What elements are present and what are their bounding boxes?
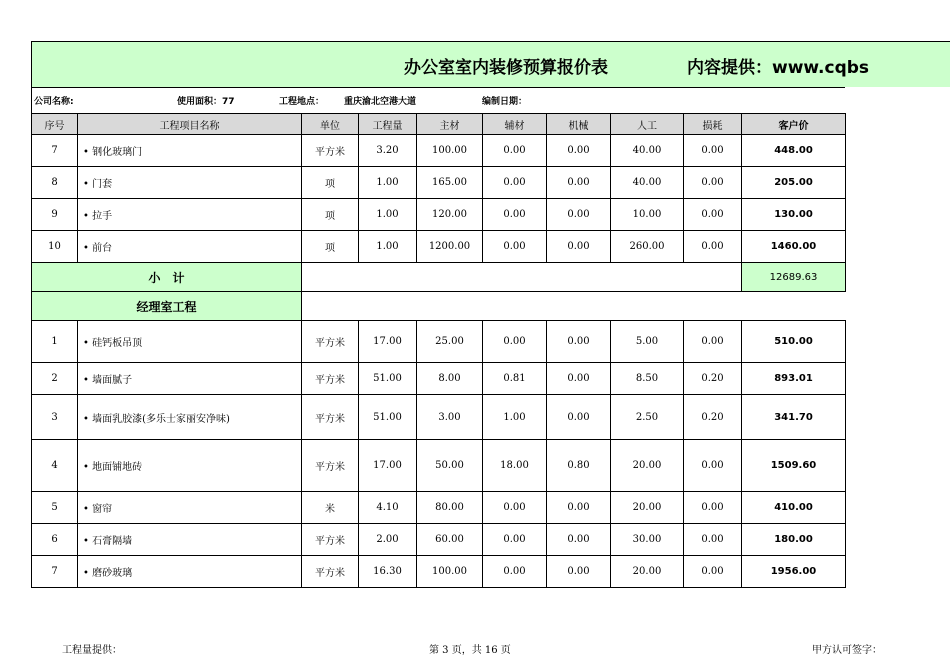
cell-name: • 磨砂玻璃 bbox=[78, 556, 302, 588]
col-header-aux: 辅材 bbox=[483, 114, 547, 135]
footer-right: 甲方认可签字： bbox=[812, 645, 882, 656]
page-title: 办公室室内装修预算报价表 bbox=[404, 58, 608, 78]
title-band bbox=[31, 41, 950, 87]
cell-aux: 0.00 bbox=[483, 231, 547, 263]
col-header-price: 客户价 bbox=[742, 114, 846, 135]
cell-price: 205.00 bbox=[742, 167, 846, 199]
cell-no: 1 bbox=[32, 321, 78, 363]
cell-aux: 0.00 bbox=[483, 492, 547, 524]
col-header-main: 主材 bbox=[417, 114, 483, 135]
cell-aux: 0.00 bbox=[483, 524, 547, 556]
cell-aux: 0.00 bbox=[483, 199, 547, 231]
cell-labor: 8.50 bbox=[611, 363, 684, 395]
cell-aux: 0.00 bbox=[483, 167, 547, 199]
cell-qty: 4.10 bbox=[359, 492, 417, 524]
cell-loss: 0.00 bbox=[684, 321, 742, 363]
cell-unit: 平方米 bbox=[302, 556, 359, 588]
cell-main: 120.00 bbox=[417, 199, 483, 231]
cell-unit: 平方米 bbox=[302, 524, 359, 556]
cell-unit: 项 bbox=[302, 231, 359, 263]
cell-qty: 16.30 bbox=[359, 556, 417, 588]
cell-main: 100.00 bbox=[417, 556, 483, 588]
subtotal-blank bbox=[302, 263, 742, 292]
company-label: 公司名称: bbox=[34, 97, 74, 107]
cell-main: 3.00 bbox=[417, 395, 483, 440]
table-header bbox=[32, 114, 846, 135]
cell-unit: 项 bbox=[302, 167, 359, 199]
cell-price: 410.00 bbox=[742, 492, 846, 524]
col-header-no: 序号 bbox=[32, 114, 78, 135]
cell-qty: 17.00 bbox=[359, 440, 417, 492]
cell-aux: 18.00 bbox=[483, 440, 547, 492]
cell-qty: 51.00 bbox=[359, 395, 417, 440]
cell-loss: 0.00 bbox=[684, 524, 742, 556]
cell-price: 510.00 bbox=[742, 321, 846, 363]
cell-name: • 门套 bbox=[78, 167, 302, 199]
cell-main: 165.00 bbox=[417, 167, 483, 199]
footer-left: 工程量提供： bbox=[62, 645, 122, 656]
table-row bbox=[32, 395, 846, 440]
cell-aux: 0.00 bbox=[483, 556, 547, 588]
table-row bbox=[32, 199, 846, 231]
table-row bbox=[32, 167, 846, 199]
section-title: 经理室工程 bbox=[32, 292, 302, 321]
cell-main: 8.00 bbox=[417, 363, 483, 395]
cell-mach: 0.00 bbox=[547, 492, 611, 524]
cell-main: 100.00 bbox=[417, 135, 483, 167]
cell-qty: 17.00 bbox=[359, 321, 417, 363]
cell-labor: 2.50 bbox=[611, 395, 684, 440]
cell-unit: 平方米 bbox=[302, 321, 359, 363]
cell-name: • 窗帘 bbox=[78, 492, 302, 524]
date-label: 编制日期： bbox=[482, 97, 528, 107]
cell-qty: 1.00 bbox=[359, 231, 417, 263]
table-row bbox=[32, 321, 846, 363]
cell-loss: 0.00 bbox=[684, 199, 742, 231]
table-row bbox=[32, 524, 846, 556]
cell-labor: 10.00 bbox=[611, 199, 684, 231]
cell-labor: 260.00 bbox=[611, 231, 684, 263]
cell-loss: 0.00 bbox=[684, 556, 742, 588]
col-header-name: 工程项目名称 bbox=[78, 114, 302, 135]
section-title-row bbox=[32, 292, 846, 321]
table-row bbox=[32, 556, 846, 588]
cell-main: 50.00 bbox=[417, 440, 483, 492]
cell-loss: 0.00 bbox=[684, 135, 742, 167]
cell-aux: 0.00 bbox=[483, 135, 547, 167]
cell-mach: 0.00 bbox=[547, 363, 611, 395]
cell-name: • 石膏隔墙 bbox=[78, 524, 302, 556]
cell-unit: 平方米 bbox=[302, 135, 359, 167]
table-row bbox=[32, 440, 846, 492]
cell-unit: 平方米 bbox=[302, 363, 359, 395]
cell-no: 3 bbox=[32, 395, 78, 440]
col-header-loss: 损耗 bbox=[684, 114, 742, 135]
cell-qty: 1.00 bbox=[359, 167, 417, 199]
cell-mach: 0.00 bbox=[547, 231, 611, 263]
cell-loss: 0.20 bbox=[684, 363, 742, 395]
cell-no: 2 bbox=[32, 363, 78, 395]
cell-main: 80.00 bbox=[417, 492, 483, 524]
table-row bbox=[32, 492, 846, 524]
subtotal-value: 12689.63 bbox=[742, 263, 846, 292]
cell-main: 1200.00 bbox=[417, 231, 483, 263]
cell-mach: 0.00 bbox=[547, 135, 611, 167]
table-row bbox=[32, 135, 846, 167]
cell-aux: 0.81 bbox=[483, 363, 547, 395]
cell-price: 448.00 bbox=[742, 135, 846, 167]
cell-main: 60.00 bbox=[417, 524, 483, 556]
info-row bbox=[31, 87, 845, 113]
cell-labor: 40.00 bbox=[611, 135, 684, 167]
cell-loss: 0.00 bbox=[684, 231, 742, 263]
cell-unit: 米 bbox=[302, 492, 359, 524]
cell-unit: 平方米 bbox=[302, 395, 359, 440]
cell-name: • 钢化玻璃门 bbox=[78, 135, 302, 167]
cell-loss: 0.00 bbox=[684, 440, 742, 492]
cell-mach: 0.00 bbox=[547, 524, 611, 556]
cell-no: 6 bbox=[32, 524, 78, 556]
area-label: 使用面积：77 bbox=[177, 97, 235, 107]
cell-labor: 5.00 bbox=[611, 321, 684, 363]
cell-price: 341.70 bbox=[742, 395, 846, 440]
cell-no: 8 bbox=[32, 167, 78, 199]
location-value: 重庆渝北空港大道 bbox=[344, 97, 417, 107]
cell-no: 9 bbox=[32, 199, 78, 231]
cell-name: • 硅钙板吊顶 bbox=[78, 321, 302, 363]
col-header-unit: 单位 bbox=[302, 114, 359, 135]
cell-name: • 墙面乳胶漆(多乐士家丽安净味) bbox=[78, 395, 302, 440]
table-row bbox=[32, 363, 846, 395]
footer-page: 第 3 页，共 16 页 bbox=[429, 645, 511, 656]
cell-qty: 1.00 bbox=[359, 199, 417, 231]
cell-labor: 20.00 bbox=[611, 440, 684, 492]
subtotal-label: 小 计 bbox=[32, 263, 302, 292]
col-header-mach: 机械 bbox=[547, 114, 611, 135]
cell-price: 1460.00 bbox=[742, 231, 846, 263]
cell-no: 10 bbox=[32, 231, 78, 263]
cell-unit: 项 bbox=[302, 199, 359, 231]
cell-no: 4 bbox=[32, 440, 78, 492]
cell-no: 5 bbox=[32, 492, 78, 524]
cell-price: 893.01 bbox=[742, 363, 846, 395]
cell-aux: 0.00 bbox=[483, 321, 547, 363]
cell-qty: 2.00 bbox=[359, 524, 417, 556]
cell-unit: 平方米 bbox=[302, 440, 359, 492]
cell-mach: 0.00 bbox=[547, 556, 611, 588]
cell-labor: 20.00 bbox=[611, 556, 684, 588]
cell-no: 7 bbox=[32, 135, 78, 167]
location-label: 工程地点： bbox=[279, 97, 325, 107]
cell-name: • 前台 bbox=[78, 231, 302, 263]
cell-price: 130.00 bbox=[742, 199, 846, 231]
cell-name: • 墙面腻子 bbox=[78, 363, 302, 395]
budget-table bbox=[31, 113, 846, 588]
cell-loss: 0.00 bbox=[684, 492, 742, 524]
cell-mach: 0.00 bbox=[547, 199, 611, 231]
cell-name: • 地面铺地砖 bbox=[78, 440, 302, 492]
subtotal-row bbox=[32, 263, 846, 292]
cell-loss: 0.00 bbox=[684, 167, 742, 199]
cell-labor: 20.00 bbox=[611, 492, 684, 524]
cell-price: 1956.00 bbox=[742, 556, 846, 588]
table-row bbox=[32, 231, 846, 263]
cell-price: 180.00 bbox=[742, 524, 846, 556]
section-title-blank bbox=[302, 292, 846, 321]
cell-labor: 40.00 bbox=[611, 167, 684, 199]
cell-mach: 0.00 bbox=[547, 321, 611, 363]
cell-mach: 0.00 bbox=[547, 167, 611, 199]
cell-price: 1509.60 bbox=[742, 440, 846, 492]
cell-mach: 0.00 bbox=[547, 395, 611, 440]
cell-mach: 0.80 bbox=[547, 440, 611, 492]
cell-labor: 30.00 bbox=[611, 524, 684, 556]
col-header-labor: 人工 bbox=[611, 114, 684, 135]
cell-main: 25.00 bbox=[417, 321, 483, 363]
cell-name: • 拉手 bbox=[78, 199, 302, 231]
cell-loss: 0.20 bbox=[684, 395, 742, 440]
cell-qty: 51.00 bbox=[359, 363, 417, 395]
cell-no: 7 bbox=[32, 556, 78, 588]
content-source: 内容提供：www.cqbs bbox=[687, 58, 870, 78]
cell-aux: 1.00 bbox=[483, 395, 547, 440]
col-header-qty: 工程量 bbox=[359, 114, 417, 135]
cell-qty: 3.20 bbox=[359, 135, 417, 167]
